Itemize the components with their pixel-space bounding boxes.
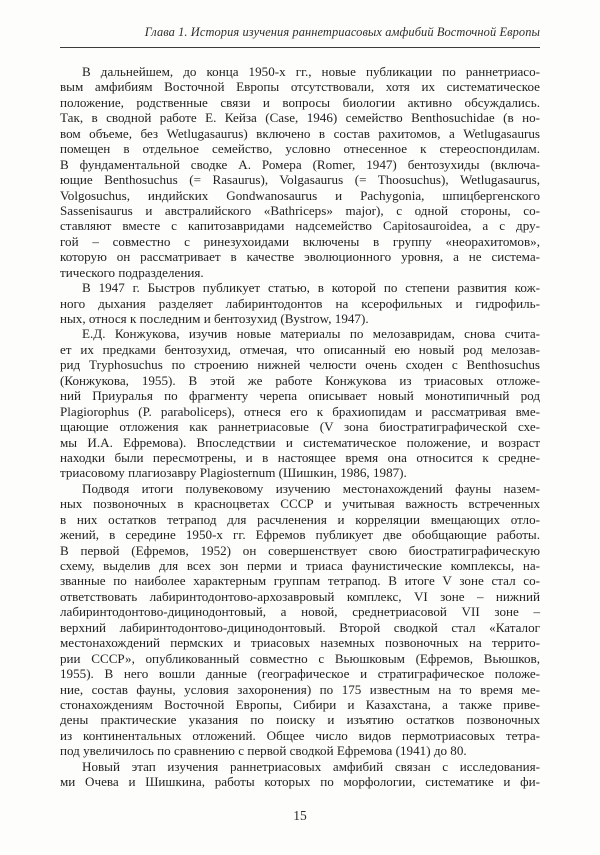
text-line: Так, в сводной работе Е. Кейза (Case, 1946) семейство Benthosuchidae (в но- [60,110,540,126]
paragraph [60,280,540,326]
text-line: стонахождениям Восточной Европы, Сибири и Казахстана, а также приве- [60,696,540,712]
text-line: находки были пересмотрены, и в настоящее время она относится к средне- [60,449,540,465]
text-line: Plagiorophus (P. paraboliceps), отнеся его к брахиопидам и рассматривая вме- [60,403,540,419]
text-line: местонахождений пермских и триасовых наземных позвоночных на террито- [60,635,540,651]
text-line: помещен в отдельное семейство, условно отнесенное к стереоспондилам. [60,141,540,157]
text-line: вым амфибиям Восточной Европы отсутствовали, хотя их систематическое [60,79,540,95]
text-line: рии СССР», опубликованный совместно с Вьюшковым (Ефремов, Вьюшков, [60,650,540,666]
text-line: схему, выделив для всех зон перми и триаса фаунистические комплексы, на- [60,558,540,573]
text-line: ответствовать лабиринтодонтово-архозавровый комплекс, VI зоне – нижний [60,588,540,604]
paragraph [60,759,540,790]
text-line: лабиринтодонтово-дицинодонтовый, а новой, среднетриасовой VII зоне – [60,604,540,620]
text-line: тического подразделения. [60,264,204,280]
text-line: 1955). В него вошли данные (географическое и стратиграфическое положе- [60,666,540,682]
paragraph [60,64,540,280]
text-line: ний Приуралья по фрагменту черепа описывает новый монотипичный род [60,388,540,404]
text-line: щающие отложения как раннетриасовые (V зона биостратиграфической схе- [60,419,540,435]
text-line: положение, родственные связи и вопросы биологии активно обсуждались. [60,94,540,110]
paragraph [60,481,540,759]
text-line: ющие Benthosuchus (= Rasaurus), Volgasaurus (= Thoosuchus), Wetlugasaurus, [60,172,540,188]
text-line: под увеличилось по сравнению с первой сводкой Ефремова (1941) до 80. [60,743,467,759]
text-line: рид Tryphosuchus по строению нижней челюсти очень сходен с Benthosuchus [60,357,540,373]
text-line: в них остатков тетрапод для расчленения и корреляции вмещающих отло- [60,511,540,527]
text-line: ми Очева и Шишкина, работы которых по морфологии, систематике и фи- [60,774,540,790]
text-line: мы И.А. Ефремова). Впоследствии и систематическое положение, и возраст [60,434,540,450]
text-line: которую он рассматривает в качестве эволюционного уровня, а не система- [60,249,540,265]
page-number: 15 [293,808,307,823]
text-line: В дальнейшем, до конца 1950-х гг., новые публикации по раннетриасо- [82,64,540,79]
header-rule-divider [60,47,540,48]
text-line: В 1947 г. Быстров публикует статью, в которой по степени развития кож- [82,280,540,296]
text-line: ет их предками бентозухид, отмечая, что описанный ею новый род мелозав- [60,341,540,357]
text-line: вом объеме, без Wetlugasaurus) включено в состав рахитомов, а Wetlugasaurus [60,125,540,141]
text-line: жений, в середине 1950-х гг. Ефремов публикует две обобщающие работы. [60,527,540,543]
text-line: гой – совместно с ринезухоидами включены в группу «неорахитомов», [60,233,540,249]
text-line: В фундаментальной сводке А. Ромера (Romer, 1947) бентозухиды (включа- [60,156,540,172]
text-line: верхний лабиринтодонтово-дицинодонтовый. Второй сводкой стал «Каталог [60,619,540,635]
text-line: из континентальных отложений. Общее число видов пермотриасовых тетра- [60,727,540,743]
text-line: В первой (Ефремов, 1952) он совершенствует свою биостратиграфическую [60,542,540,558]
text-line: Новый этап изучения раннетриасовых амфибий связан с исследования- [82,758,540,774]
running-header: Глава 1. История изучения раннетриасовых амфибий Восточной Европы [144,25,540,39]
text-line: ние, состав фауны, условия захоронения) по 175 известным на то время ме- [60,681,540,697]
text-line: ных позвоночных в красноцветах СССР и учитывая важность встреченных [60,496,540,512]
text-line: дены практические указания по поиску и изъятию остатков позвоночных [60,712,540,728]
text-line: Volgosuchus, индийских Gondwanosaurus и Pachygonia, шпицбергенского [60,187,540,203]
text-line: ставляют вместе с капитозавридами надсемейство Capitosauroidea, а с дру- [60,218,540,234]
text-line: званные по наиболее характерным группам тетрапод. В итоге V зоне стал со- [60,573,540,589]
paragraph [60,326,540,480]
text-line: Подводя итоги полувековому изучению местонахождений фауны назем- [82,480,540,496]
text-line: триасовому плагиозавру Plagiosternum (Шишкин, 1986, 1987). [60,465,407,481]
text-line: Sassenisaurus и австралийского «Bathriceps» major), с одной стороны, со- [60,202,540,218]
text-line: ных, относя к последним и бентозухид (Bystrow, 1947). [60,311,369,326]
text-line: ного дыхания разделяет лабиринтодонтов на ксерофильных и гидрофиль- [60,295,540,311]
body-text [60,64,540,790]
text-line: Е.Д. Конжукова, изучив новые материалы по мелозавридам, снова счита- [82,326,540,342]
text-line: (Конжукова, 1955). В этой же работе Конжукова из триасовых отложе- [60,372,540,388]
